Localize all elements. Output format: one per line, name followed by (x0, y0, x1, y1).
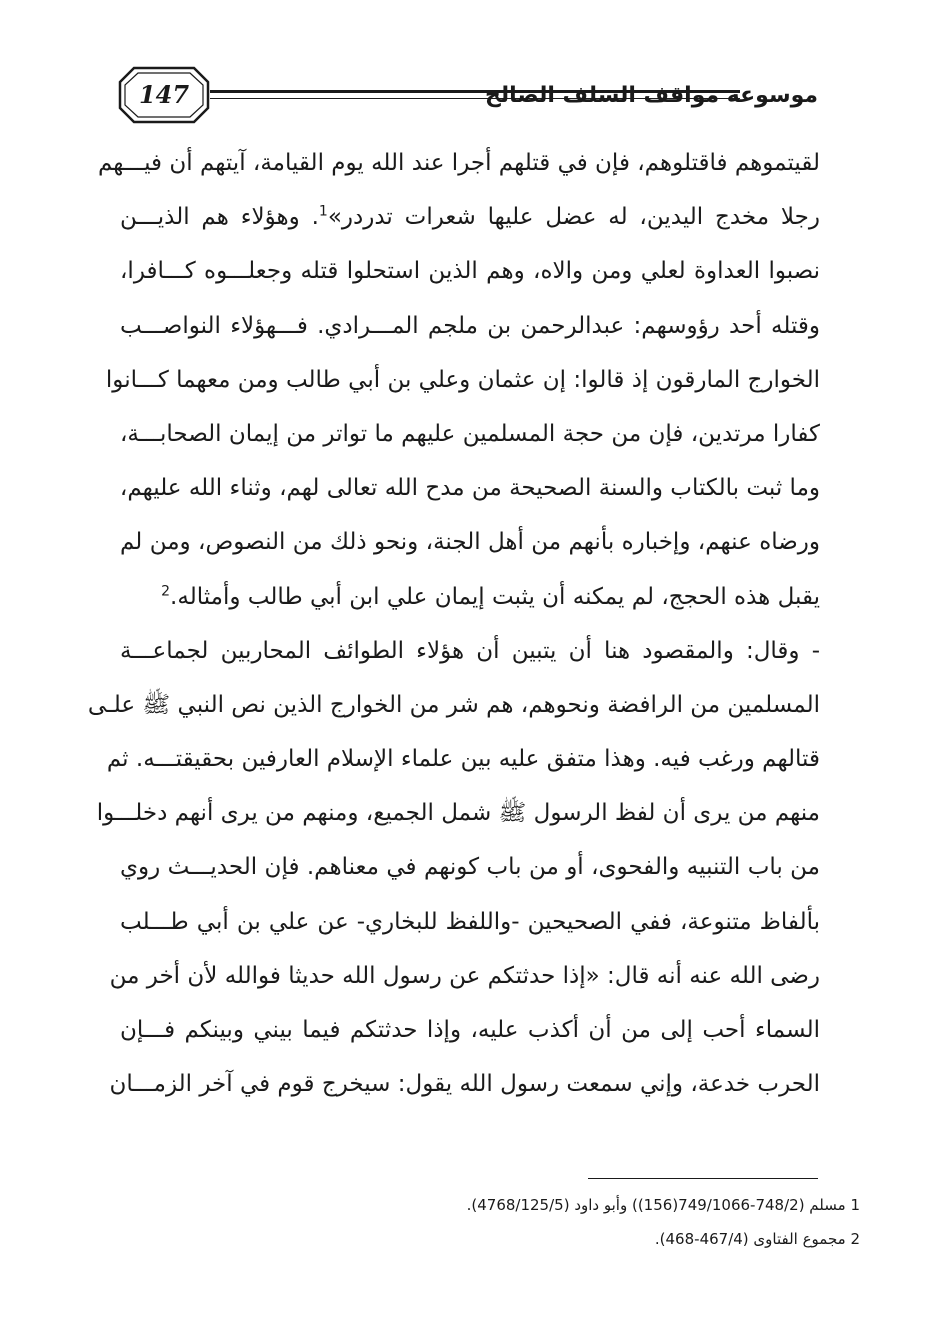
footnote: 2 مجموع الفتاوى (467/4-468). (654, 1230, 860, 1248)
footnote-ref: 2 (161, 582, 171, 599)
text-line: كفارا مرتدين، فإن من حجة المسلمين عليهم ما تواتر من إيمان الصحابـــة، (120, 420, 820, 447)
text-line: الخوارج المارقون إذ قالوا: إن عثمان وعلي بن أبي طالب ومن معهما كـــانوا (105, 366, 820, 393)
text-line: المسلمين من الرافضة ونحوهم، هم شر من الخوارج الذين نص النبي ﷺ علـى (87, 691, 820, 718)
text-line: وما ثبت بالكتاب والسنة الصحيحة من مدح الله تعالى لهم، وثناء الله عليهم، (119, 475, 820, 502)
page-number: 147 (138, 80, 190, 109)
book-title: موسوعة مواقف السلف الصالح (485, 83, 818, 108)
text-line: - وقال: والمقصود هنا أن يتبين أن هؤلاء الطوائف المحاربين لجماعـــة (120, 637, 820, 664)
text-line: لقيتموهم فاقتلوهم، فإن في قتلهم أجرا عند الله يوم القيامة، آيتهم أن فيـــهم (97, 150, 820, 176)
text-line: السماء أحب إلى من أن أكذب عليه، وإذا حدثتكم فيما بيني وبينكم فـــإن (120, 1017, 820, 1043)
text-line: نصبوا العداوة لعلي ومن والاه، وهم الذين استحلوا قتله وجعلـــوه كـــافرا، (120, 258, 820, 285)
text-line (120, 190, 820, 244)
text-line: رضى الله عنه أنه قال: «إذا حدثتكم عن رسول الله حديثا فوالله لأن أخر من (109, 962, 820, 989)
footnote: 1 مسلم (748/2-749/1066(156)) وأبو داود (4768/125/5). (466, 1196, 860, 1214)
text-line: بألفاظ متنوعة، ففي الصحيحين -واللفظ للبخاري- عن علي بن أبي طـــلب (120, 908, 820, 935)
text-line: منهم من يرى أن لفظ الرسول ﷺ شمل الجميع، ومنهم من يرى أنهم دخلـــوا (96, 800, 820, 827)
text-line: الحرب خدعة، وإني سمعت رسول الله يقول: سيخرج قوم في آخر الزمـــان (109, 1071, 820, 1098)
text-segment: . وهؤلاء هم الذيـــن (120, 204, 319, 231)
page-header (118, 62, 818, 132)
text-segment: يقبل هذه الحجج، لم يمكنه أن يثبت إيمان علي ابن أبي طالب وأمثاله. (170, 583, 820, 610)
text-line: قتالهم ورغب فيه. وهذا متفق عليه بين علماء الإسلام العارفين بحقيقتـــه. ثم (106, 746, 820, 773)
page-number-badge (118, 66, 210, 124)
text-line: من باب التنبيه والفحوى، أو من باب كونهم في معناهم. فإن الحديـــث روي (120, 854, 820, 881)
footnote-separator (588, 1178, 818, 1179)
text-line: وقتله أحد رؤوسهم: عبدالرحمن بن ملجم المـــرادي. فـــهؤلاء النواصـــب (120, 312, 820, 339)
footnotes (220, 1188, 860, 1256)
body-text (87, 136, 820, 1111)
text-segment: رجلا مخدج اليدين، له عضل عليها شعرات تدردر» (327, 204, 820, 231)
text-line (120, 570, 820, 624)
text-line: ورضاه عنهم، وإخباره بأنهم من أهل الجنة، ونحو ذلك من النصوص، ومن لم (120, 529, 820, 556)
footnote-ref: 1 (318, 203, 328, 220)
